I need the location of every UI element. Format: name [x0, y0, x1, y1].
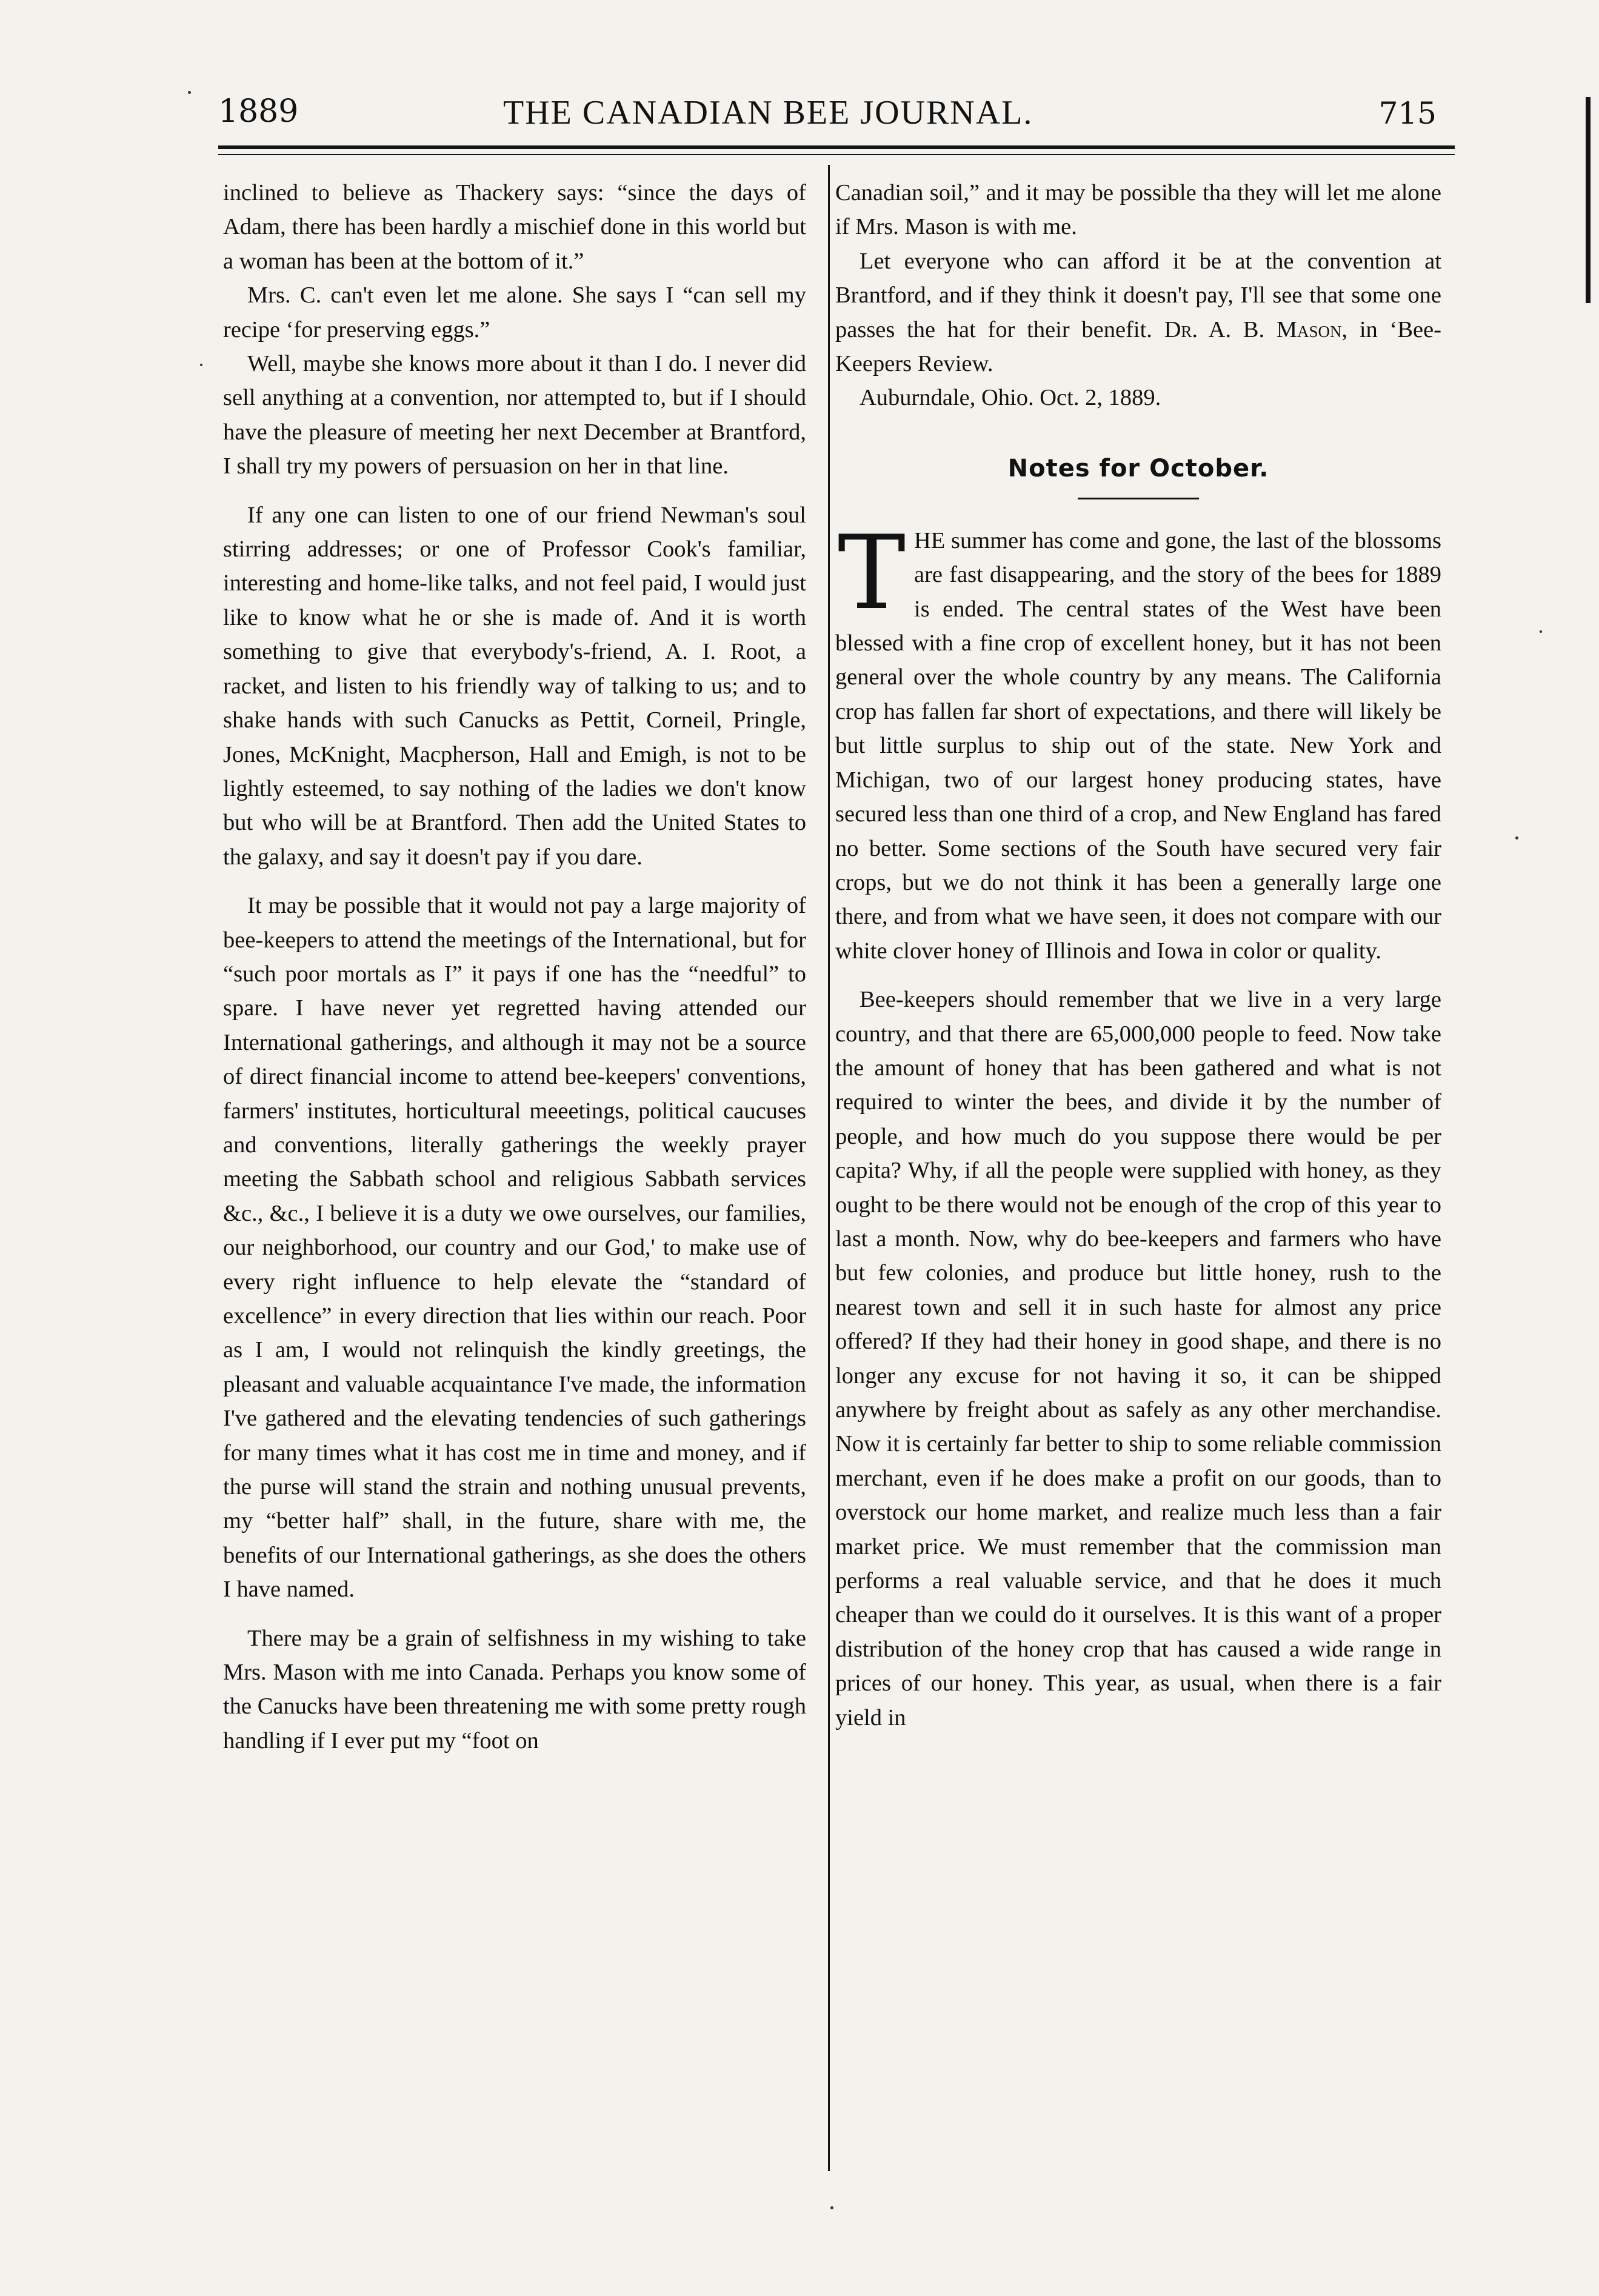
paragraph: Mrs. C. can't even let me alone. She says I “can sell my recipe ‘for preserving eggs.” — [223, 282, 806, 342]
right-column — [835, 176, 1441, 2176]
paragraph: Well, maybe she knows more about it than I do. I never did sell anything at a convention, nor attempted to, but if I should have the pleasure of meeting her next December at Brantford, I shall try my powers of persuasion on her in that line. — [223, 351, 806, 479]
section-rule — [1078, 498, 1199, 499]
paragraph: inclined to believe as Thackery says: “since the days of Adam, there has been hardly a mischief done in this world but a woman has been at the bottom of it.” — [223, 180, 806, 274]
paragraph — [835, 513, 1441, 968]
column-divider — [828, 165, 830, 2171]
journal-title: THE CANADIAN BEE JOURNAL. — [503, 94, 1033, 132]
paragraph: There may be a grain of selfishness in my wishing to take Mrs. Mason with me into Canada. Perhaps you know some of the Canucks have been threatening me with some pretty rough handling if I ever put my “foot on — [223, 1625, 806, 1754]
header-rule-thin — [218, 154, 1455, 155]
author-name: Dr. A. B. Mason — [1164, 316, 1342, 342]
page-number: 715 — [1378, 96, 1437, 131]
paragraph: Canadian soil,” and it may be possible tha they will let me alone if Mrs. Mason is with me. — [835, 180, 1441, 240]
paragraph: It may be possible that it would not pay a large majority of bee-keepers to attend the meetings of the International, but for “such poor mortals as I” it pays if one has the “needful” to spare. I have never yet regretted having attended our International gatherings, and although it may not be a source of direct financial income to attend bee-keepers' conventions, farmers' institutes, horticultural meeetings, political caucuses and conventions, literally gatherings the weekly prayer meeting the Sabbath school and religious Sabbath services &c., &c., I believe it is a duty we owe ourselves, our families, our neighborhood, our country and our God,' to make use of every right influence to help elevate the “standard of excellence” in every direction that lies within our reach. Poor as I am, I would not relinquish the kindly greetings, the pleasant and valuable acquaintance I've made, the information I've gathered and the elevating tendencies of such gatherings for many times what it has cost me in time and money, and if the purse will stand the strain and nothing unusual prevents, my “better half” shall, in the future, share with me, the benefits of our International gatherings, as she does the others I have named. — [223, 893, 806, 1603]
header-year: 1889 — [218, 93, 299, 130]
source-citation: , in ‘Bee-Keepers Review. — [835, 316, 1441, 377]
scan-speck — [200, 364, 202, 366]
scan-speck — [1540, 630, 1542, 633]
paragraph — [835, 244, 1441, 381]
drop-cap: T — [837, 513, 906, 632]
page-header — [218, 91, 1455, 139]
scan-speck — [830, 2206, 833, 2209]
dateline: Auburndale, Ohio. Oct. 2, 1889. — [860, 385, 1161, 411]
paragraph-text: Let everyone who can afford it be at the convention at Brantford, and if they think it doesn't pay, I'll see that some one passes the hat for their benefit. — [835, 248, 1441, 342]
paragraph: If any one can listen to one of our friend Newman's soul stirring addresses; or one of Professor Cook's familiar, interesting and home-like talks, and not feel paid, I would just like to know what he or she is made of. And it is worth something to give that everybody's-friend, A. I. Root, a racket, and listen to his friendly way of talking to us; and to shake hands with such Canucks as Pettit, Corneil, Pringle, Jones, McKnight, Macpherson, Hall and Emigh, is not to be lightly esteemed, to say nothing of the ladies we don't know but who will be at Brantford. Then add the United States to the galaxy, and say it doesn't pay if you dare. — [223, 502, 806, 870]
scan-speck — [188, 91, 191, 94]
paragraph-text: HE summer has come and gone, the last of the blossoms are fast disappearing, and the story of the bees for 1889 is ended. The central states of the West have been blessed with a fine crop of excellent honey, but it has not been general over the whole country by any means. The California crop has fallen far short of expectations, and there will likely be but little surplus to ship out of the state. New York and Michigan, two of our largest honey producing states, have secured less than one third of a crop, and New England has fared no better. Some sections of the South have secured very fair crops, but we do not think it has been a generally large one there, and from what we have seen, it does not compare with our white clover honey of Illinois and Iowa in color or quality. — [835, 527, 1441, 964]
section-heading: Notes for October. — [1007, 454, 1269, 482]
margin-bar — [1586, 97, 1591, 303]
header-rule-thick — [218, 145, 1455, 149]
left-column — [223, 176, 806, 2176]
scan-speck — [1515, 836, 1518, 839]
paragraph: Bee-keepers should remember that we live in a very large country, and that there are 65,000,000 people to feed. Now take the amount of honey that has been gathered and what is not required to winter the bees, and divide it by the number of people, and how much do you suppose there would be per capita? Why, if all the people were supplied with honey, as they ought to be there would not be enough of the crop of this year to last a month. Now, why do bee-keepers and farmers who have but few colonies, and produce but little honey, rush to the nearest town and sell it in such haste for almost any price offered? If they had their honey in good shape, and there is no longer any excuse for not having it so, it can be shipped anywhere by freight about as safely as any other merchandise. Now it is certainly far better to ship to some reliable commission merchant, even if he does make a profit on our goods, than to overstock our home market, and realize much less than a fair market price. We must remember that the commission man performs a real valuable service, and that he does it much cheaper than we could do it ourselves. It is this want of a proper distribution of the honey crop that has caused a wide range in prices of our honey. This year, as usual, when there is a fair yield in — [835, 987, 1441, 1730]
